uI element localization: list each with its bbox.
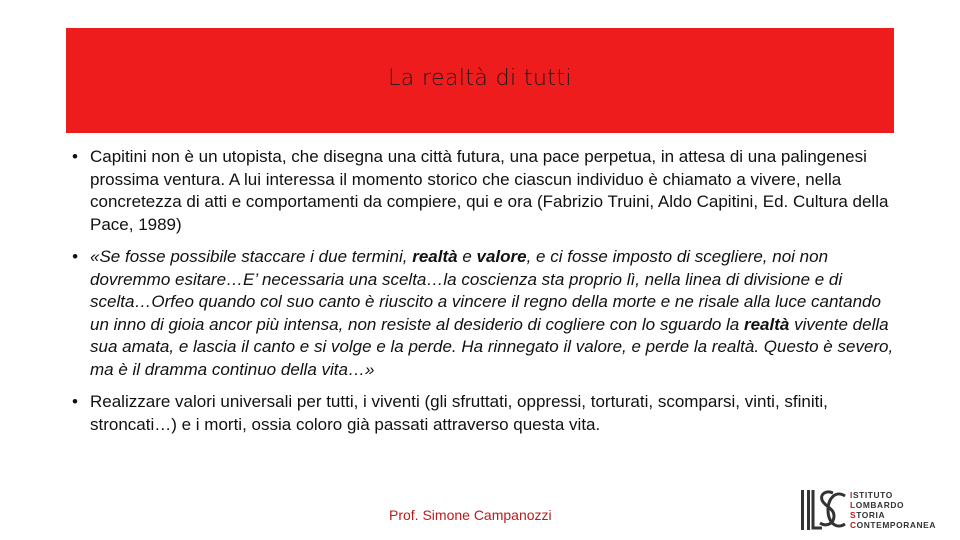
quote-text: e [457, 247, 477, 266]
quote-text: «Se fosse possibile staccare i due termini, [90, 247, 413, 266]
ilsc-logo [800, 488, 950, 532]
bullet-text: Capitini non è un utopista, che disegna una città futura, una pace perpetua, in attesa di una palingenesi prossima ventura. A lui interessa il momento storico che ciascun individuo è chiamato a vivere, nella concretezza di atti e comportamenti da compiere, qui e ora (Fabrizio Truini, Aldo Capitini, Ed. Cultura della Pace, 1989) [90, 147, 889, 234]
logo-line: STORIA [850, 510, 886, 520]
bullet-item-quote [72, 246, 894, 381]
ilsc-logo-text [850, 490, 936, 530]
quote-emphasis-realta: realtà [412, 247, 458, 266]
quote-text: vivente della sua amata, e lascia il canto e si volge e la perde. Ha rinnegato il valore, e perde la realtà. Questo è severo, ma è il dramma continuo della vita…» [90, 314, 894, 379]
title-band [66, 28, 894, 133]
bullet-marker: • [72, 147, 78, 166]
quote-emphasis-realta: realtà [743, 314, 790, 334]
bullet-text: Realizzare valori universali per tutti, i viventi (gli sfruttati, oppressi, torturati, scomparsi, vinti, sfiniti, stroncati…) e i morti, ossia coloro già passati attraverso questa vita. [90, 392, 828, 434]
bullet-marker: • [72, 392, 78, 411]
logo-line: ISTITUTO [850, 490, 893, 500]
bullet-list [72, 146, 894, 446]
bullet-item [72, 146, 894, 236]
quote-emphasis-valore: valore [476, 247, 527, 266]
ilsc-logo-mark [800, 488, 846, 532]
logo-line: LOMBARDO [850, 500, 905, 510]
footer-author: Prof. Simone Campanozzi [389, 507, 552, 523]
quote-text: , e ci fosse imposto di scegliere, noi non dovremmo esitare…E’ necessaria una scelta…la coscienza sta proprio lì, nella linea di divisione e di scelta…Orfeo quando col suo canto è riuscito a vincere il regno della morte e ne risale alla luce cantando un inno di gioia ancor più intensa, non resiste al desiderio di cogliere con lo sguardo la [90, 247, 881, 334]
slide-title: La realtà di tutti [388, 66, 572, 91]
bullet-item [72, 391, 894, 436]
bullet-marker: • [72, 247, 78, 266]
logo-line: CONTEMPORANEA [850, 520, 936, 530]
